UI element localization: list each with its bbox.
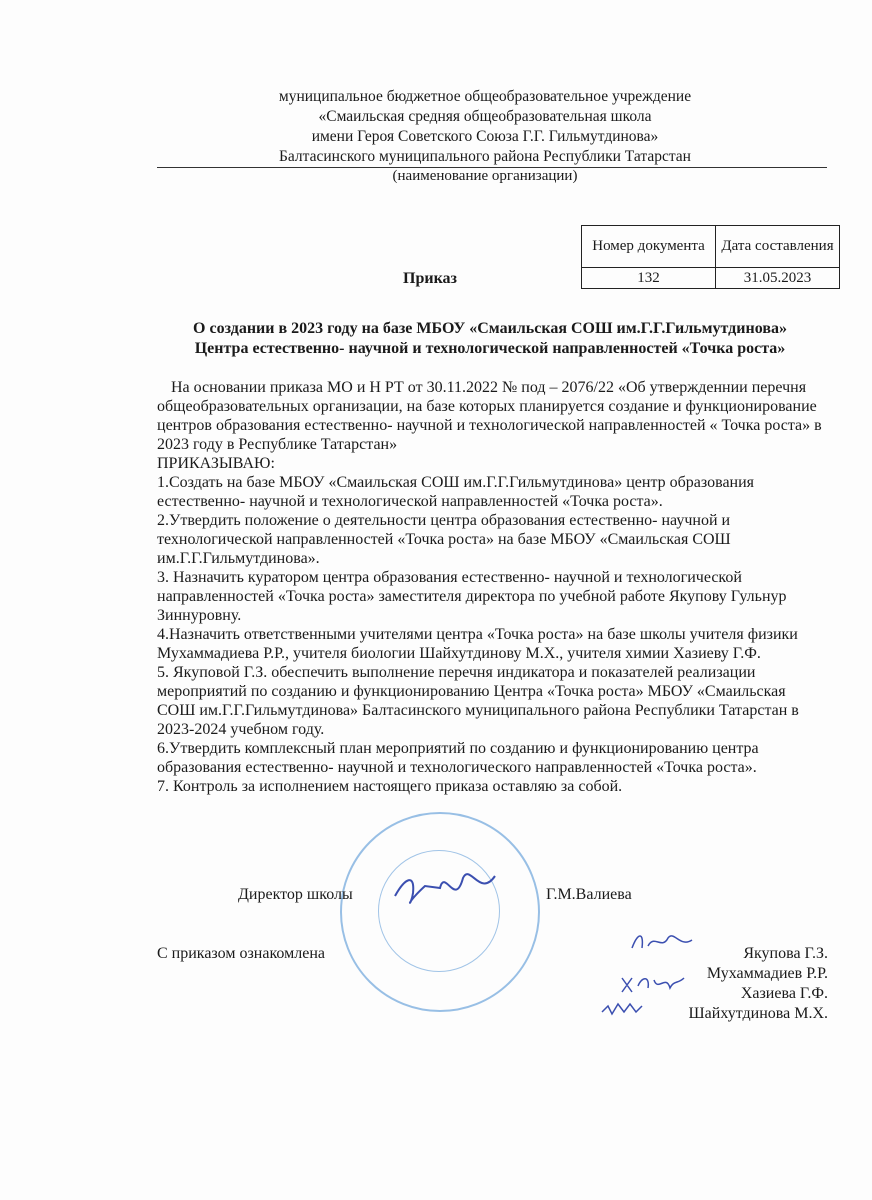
- preamble-paragraph: На основании приказа МО и Н РТ от 30.11.2022 № под – 2076/22 «Об утвержденнии перечня общеобразовательных организации, на базе которых планируется создание и функционирование центров образования естественно- научной и технологической направленностей « Точка роста» в 2023 году в Республике Татарстан»: [157, 379, 822, 453]
- ack-name-4: Шайхутдинова М.Х.: [688, 1005, 828, 1022]
- doc-date-header: Дата составления: [716, 226, 840, 268]
- order-item-7: 7. Контроль за исполнением настоящего приказа оставляю за собой.: [157, 778, 623, 795]
- org-caption: (наименование организации): [392, 168, 578, 184]
- order-item-6: 6.Утвердить комплексный план мероприятий по созданию и функционированию центра образования естественно- научной и технологического направленностей «Точка роста».: [157, 740, 759, 776]
- doc-date-value: 31.05.2023: [716, 268, 840, 289]
- order-item-5: 5. Якуповой Г.З. обеспечить выполнение перечня индикатора и показателей реализации мероприятий по созданию и функционированию Центра «Точка роста» МБОУ «Смаильская СОШ им.Г.Г.Гильмутдинова» Балтасинского муниципального района Республики Татарстан в 2023-2024 учебном году.: [157, 664, 799, 738]
- signature-name: Г.М.Валиева: [546, 886, 632, 903]
- order-word: ПРИКАЗЫВАЮ:: [157, 455, 275, 472]
- doc-number-header: Номер документа: [582, 226, 716, 268]
- acknowledgement-label: С приказом ознакомлена: [157, 945, 325, 962]
- doc-number-value: 132: [582, 268, 716, 289]
- acknowledgement-names: [600, 944, 828, 1024]
- order-body: [157, 378, 825, 796]
- ack-name-3: Хазиева Г.Ф.: [740, 985, 828, 1002]
- order-item-1: 1.Создать на базе МБОУ «Смаильская СОШ им.Г.Г.Гильмутдинова» центр образования естественно- научной и технологической направленностей «Точка роста».: [157, 474, 755, 510]
- director-signature: [385, 858, 505, 918]
- signature-position: Директор школы: [238, 886, 353, 903]
- order-item-2: 2.Утвердить положение о деятельности центра образования естественно- научной и технологической направленностей «Точка роста» на базе МБОУ «Смаильская СОШ им.Г.Г.Гильмутдинова».: [157, 512, 731, 567]
- order-title-line-1: О создании в 2023 году на базе МБОУ «Смаильская СОШ им.Г.Г.Гильмутдинова»: [193, 320, 787, 337]
- org-line-3: имени Героя Советского Союза Г.Г. Гильмутдинова»: [311, 128, 659, 145]
- org-line-1: муниципальное бюджетное общеобразовательное учреждение: [278, 88, 692, 105]
- order-title-line-2: Центра естественно- научной и технологической направленностей «Точка роста»: [194, 340, 786, 357]
- order-title: [140, 319, 840, 359]
- ack-name-2: Мухаммадиев Р.Р.: [706, 965, 828, 982]
- ack-name-1: Якупова Г.З.: [743, 945, 828, 962]
- document-number-table: [581, 225, 840, 289]
- order-label: Приказ: [403, 270, 457, 287]
- org-line-2: «Смаильская средняя общеобразовательная школа: [318, 108, 652, 125]
- order-item-4: 4.Назначить ответственными учителями центра «Точка роста» на базе школы учителя физики Мухаммадиева Р.Р., учителя биологии Шайхутдинову М.Х., учителя химии Хазиеву Г.Ф.: [157, 626, 798, 662]
- order-item-3: 3. Назначить куратором центра образования естественно- научной и технологической направленностей «Точка роста» заместителя директора по учебной работе Якупову Гульнур Зиннуровну.: [157, 569, 787, 624]
- org-line-4: Балтасинского муниципального района Республики Татарстан: [279, 148, 691, 165]
